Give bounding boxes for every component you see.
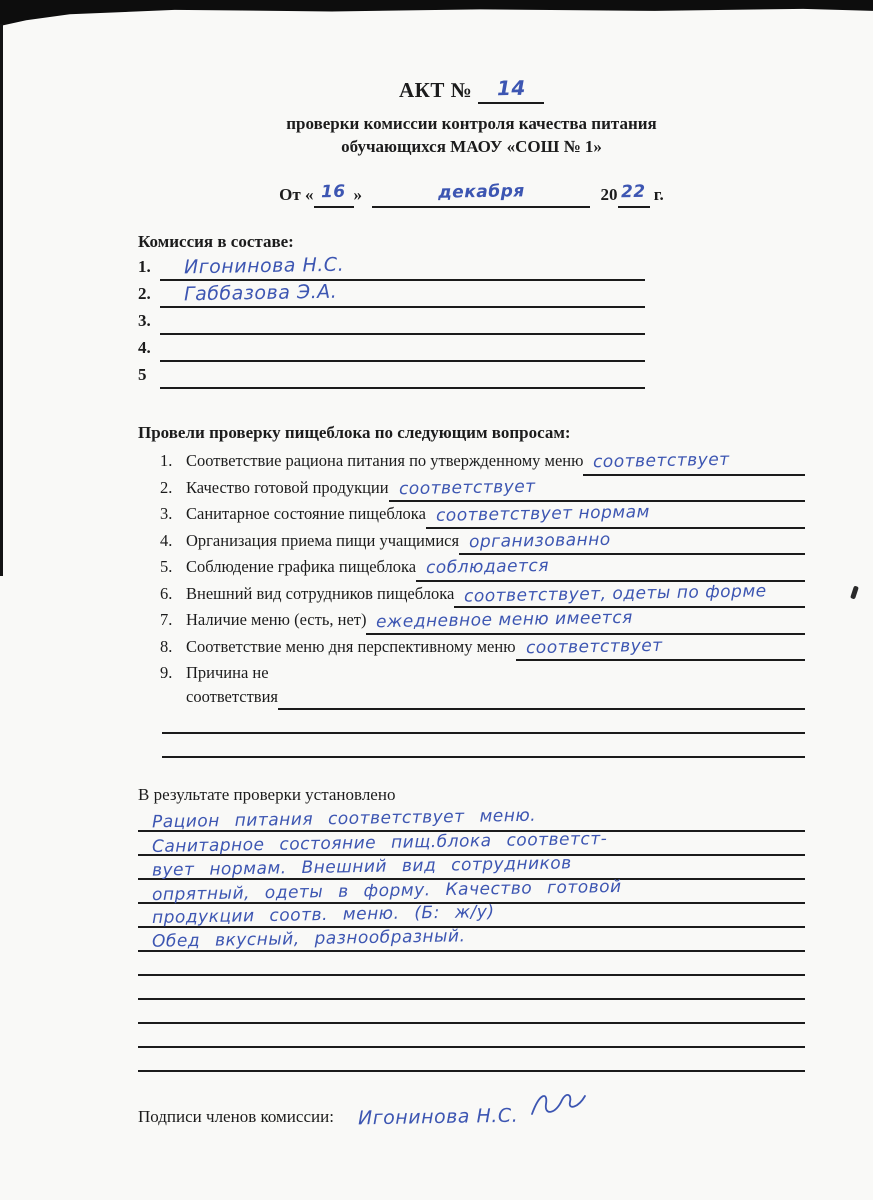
result-ruled-line bbox=[138, 876, 805, 906]
result-handwritten-line: Санитарное состояние пищ.блока соответст- bbox=[151, 829, 608, 857]
item-label-continuation: соответствия bbox=[186, 686, 278, 706]
item-number: 7. bbox=[160, 610, 173, 629]
member-number: 1. bbox=[138, 257, 151, 276]
commission-member-row bbox=[138, 281, 645, 308]
signature-flourish-stroke bbox=[528, 1088, 588, 1122]
item-answer-handwritten: соответствует bbox=[398, 476, 536, 499]
item-label: Соответствие меню дня перспективному меню bbox=[186, 636, 516, 656]
item-answer-handwritten: организованно bbox=[468, 529, 611, 552]
item-number: 4. bbox=[160, 530, 173, 550]
result-ruled-line bbox=[138, 1024, 805, 1048]
signatures-row bbox=[138, 1088, 805, 1131]
date-close-quote: » bbox=[353, 185, 362, 204]
result-ruled-line bbox=[138, 976, 805, 1000]
item-number: 5. bbox=[160, 557, 173, 576]
item-number: 9. bbox=[160, 663, 173, 682]
member-name-line bbox=[160, 281, 645, 308]
item-label: Причина не bbox=[186, 663, 269, 682]
item-answer-handwritten: соответствует нормам bbox=[435, 502, 650, 526]
item-number: 2. bbox=[160, 477, 173, 497]
member-number: 2. bbox=[138, 284, 151, 303]
item-label: Санитарное состояние пищеблока bbox=[186, 504, 426, 523]
document-title bbox=[138, 74, 805, 104]
signature-flourish bbox=[528, 1088, 588, 1131]
item-number: 3. bbox=[160, 504, 173, 523]
item-answer-line bbox=[389, 476, 805, 503]
checklist-item-5 bbox=[160, 555, 805, 582]
item-answer-line bbox=[366, 608, 805, 635]
member-name-line bbox=[160, 335, 645, 362]
member-number: 3. bbox=[138, 311, 151, 330]
result-ruled-line bbox=[138, 829, 805, 857]
item-number: 6. bbox=[160, 583, 173, 603]
result-handwritten-line: продукции соотв. меню. (Б: ж/у) bbox=[151, 902, 495, 928]
result-handwritten-line: Обед вкусный, разнообразный. bbox=[151, 926, 466, 952]
item-label: Наличие меню (есть, нет) bbox=[186, 610, 367, 629]
date-year-handwritten: 22 bbox=[620, 181, 646, 203]
checklist-item-9-continuation bbox=[160, 685, 805, 711]
item-answer-line bbox=[278, 685, 805, 711]
date-day-handwritten: 16 bbox=[320, 181, 346, 203]
result-handwritten-line: Рацион питания соответствует меню. bbox=[151, 805, 537, 833]
date-line bbox=[138, 178, 805, 208]
member-name-line bbox=[160, 254, 645, 281]
result-ruled-line bbox=[138, 853, 805, 881]
date-prefix: От « bbox=[279, 185, 314, 204]
checklist-item-6 bbox=[160, 582, 805, 609]
title-prefix: АКТ № bbox=[398, 78, 473, 102]
result-ruled-line bbox=[138, 1000, 805, 1024]
result-handwritten-line: опрятный, одеты в форму. Качество готовой bbox=[151, 876, 622, 906]
checklist-item-7 bbox=[160, 608, 805, 635]
member-name-handwritten: Игонинова Н.С. bbox=[183, 253, 345, 279]
checklist-heading: Провели проверку пищеблока по следующим вопросам: bbox=[138, 423, 571, 442]
item-label: Внешний вид сотрудников пищеблока bbox=[186, 583, 455, 603]
item-label: Соблюдение графика пищеблока bbox=[186, 557, 417, 576]
date-year-slot bbox=[618, 178, 650, 208]
act-number-slot bbox=[478, 74, 544, 104]
document-subtitle-1: проверки комиссии контроля качества питания bbox=[286, 114, 657, 133]
item-number-spacer bbox=[160, 685, 186, 711]
checklist-item-4 bbox=[160, 529, 805, 556]
item-answer-line bbox=[516, 635, 805, 662]
result-ruled-line bbox=[138, 928, 805, 952]
result-ruled-line bbox=[138, 805, 805, 833]
item-number: 8. bbox=[160, 636, 173, 656]
item-answer-line bbox=[454, 582, 805, 609]
member-name-line bbox=[160, 308, 645, 335]
member-name-handwritten: Габбазова Э.А. bbox=[183, 280, 338, 306]
checklist-item-9 bbox=[160, 661, 805, 685]
item-answer-handwritten: соответствует bbox=[593, 449, 731, 473]
scan-artifact-left-edge bbox=[0, 24, 3, 576]
commission-heading: Комиссия в составе: bbox=[138, 232, 294, 251]
date-day-slot bbox=[314, 178, 354, 208]
checklist-item-1 bbox=[160, 449, 805, 476]
item-answer-handwritten: ежедневное меню имеется bbox=[376, 607, 634, 633]
commission-member-row bbox=[138, 335, 645, 362]
signature-handwritten-name: Игонинова Н.С. bbox=[357, 1104, 519, 1130]
item-answer-handwritten: соответствует, одеты по форме bbox=[464, 580, 768, 607]
item-spacer bbox=[269, 661, 805, 685]
item-label: Организация приема пищи учащимися bbox=[186, 530, 460, 550]
commission-member-row bbox=[138, 362, 645, 389]
blank-ruled-line bbox=[162, 710, 805, 734]
document-subtitle-2: обучающихся МАОУ «СОШ № 1» bbox=[341, 137, 602, 156]
member-name-line bbox=[160, 362, 645, 389]
item-answer-line bbox=[459, 529, 805, 556]
date-year-prefix: 20 bbox=[600, 185, 618, 204]
item-label: Качество готовой продукции bbox=[186, 477, 389, 497]
result-ruled-line bbox=[138, 1048, 805, 1072]
result-ruled-line bbox=[138, 952, 805, 976]
signatures-label: Подписи членов комиссии: bbox=[138, 1107, 334, 1126]
date-suffix: г. bbox=[653, 185, 664, 204]
member-number: 5 bbox=[138, 365, 147, 384]
result-heading: В результате проверки установлено bbox=[138, 785, 396, 804]
item-answer-handwritten: соответствует bbox=[525, 635, 663, 658]
item-answer-line bbox=[583, 449, 805, 476]
result-ruled-line bbox=[138, 904, 805, 928]
commission-member-row bbox=[138, 254, 645, 281]
date-month-handwritten: декабря bbox=[437, 181, 525, 203]
date-month-slot bbox=[372, 178, 590, 208]
checklist-item-8 bbox=[160, 635, 805, 662]
checklist-item-2 bbox=[160, 476, 805, 503]
item-number: 1. bbox=[160, 451, 173, 470]
item-label: Соответствие рациона питания по утвержденному меню bbox=[186, 451, 584, 470]
blank-ruled-line bbox=[162, 734, 805, 758]
member-number: 4. bbox=[138, 338, 151, 357]
item-answer-line bbox=[426, 502, 805, 529]
item-answer-handwritten: соблюдается bbox=[425, 555, 550, 579]
commission-member-row bbox=[138, 308, 645, 335]
item-answer-line bbox=[416, 555, 805, 582]
checklist-item-3 bbox=[160, 502, 805, 529]
act-number-handwritten: 14 bbox=[496, 75, 526, 101]
result-handwritten-line: вует нормам. Внешний вид сотрудников bbox=[151, 853, 572, 881]
